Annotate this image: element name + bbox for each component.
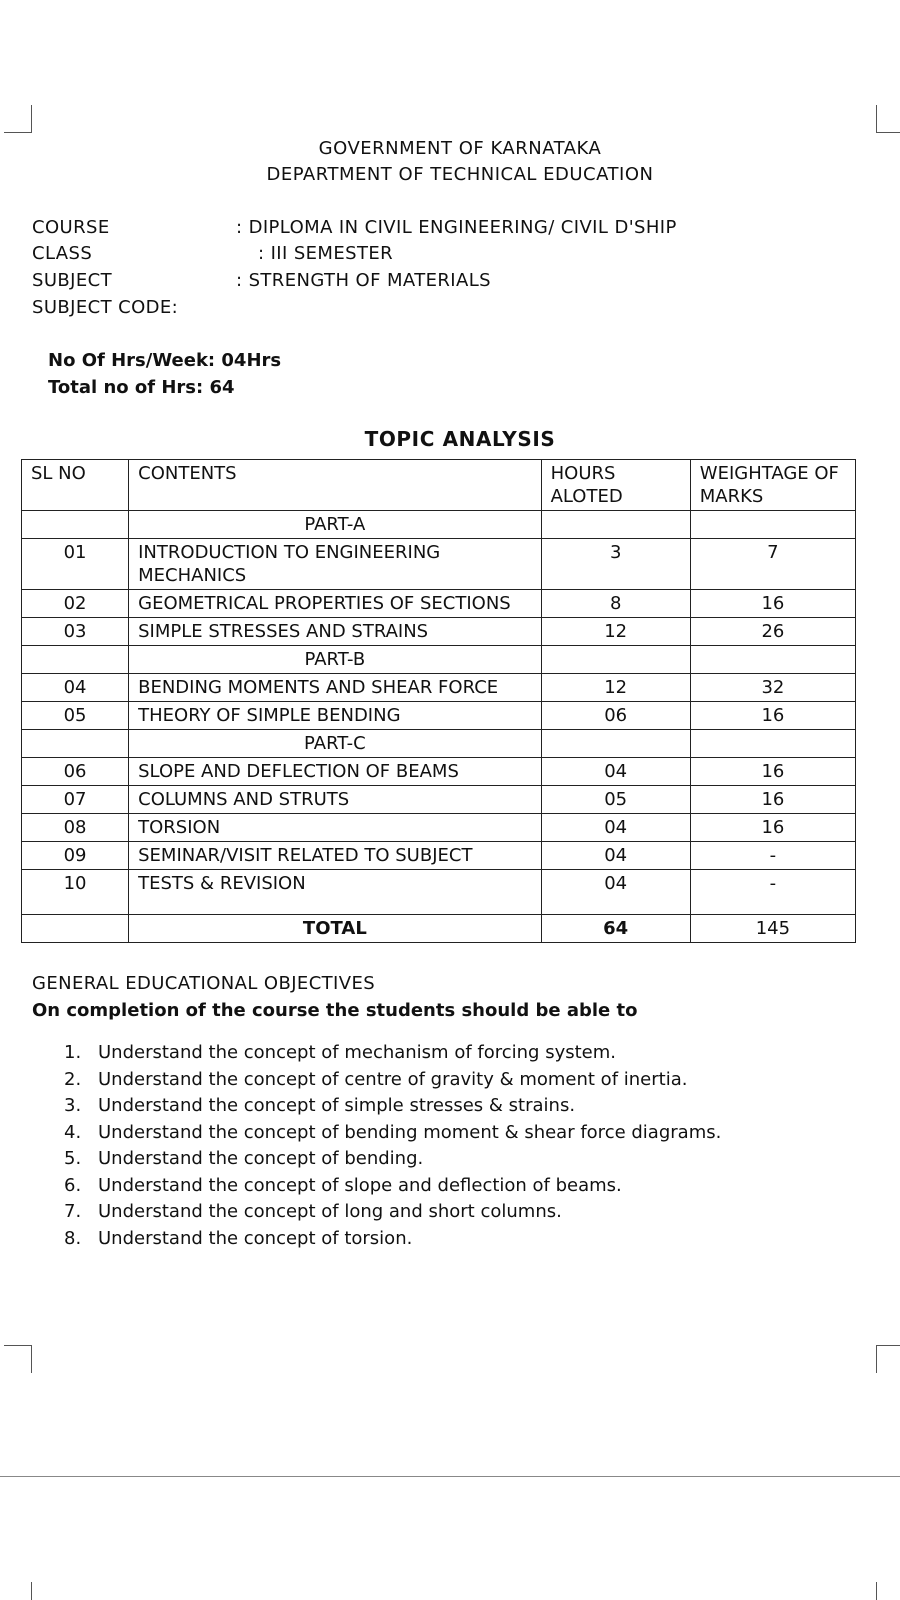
hours-cell: 05 xyxy=(541,786,690,814)
objectives-intro: On completion of the course the students should be able to xyxy=(32,1000,638,1021)
sl-cell: 09 xyxy=(22,842,129,870)
header-government: GOVERNMENT OF KARNATAKA xyxy=(318,138,602,159)
part-row xyxy=(22,646,856,674)
item-number: 4. xyxy=(64,1121,82,1143)
list-item xyxy=(64,1201,721,1228)
list-item xyxy=(64,1095,721,1122)
list-item xyxy=(64,1069,721,1096)
content-cell: TORSION xyxy=(129,814,541,842)
header-department: DEPARTMENT OF TECHNICAL EDUCATION xyxy=(266,164,654,185)
subject-code-label: SUBJECT CODE: xyxy=(32,297,179,318)
table-row xyxy=(22,758,856,786)
list-item xyxy=(64,1228,721,1255)
hours-per-week: No Of Hrs/Week: 04Hrs xyxy=(48,350,282,371)
item-text: Understand the concept of long and short columns. xyxy=(98,1201,562,1222)
item-number: 2. xyxy=(64,1068,82,1090)
total-hours: Total no of Hrs: 64 xyxy=(48,377,235,398)
list-item xyxy=(64,1122,721,1149)
list-item xyxy=(64,1042,721,1069)
list-item xyxy=(64,1175,721,1202)
marks-cell: 16 xyxy=(690,786,855,814)
table-row xyxy=(22,786,856,814)
sl-cell: 03 xyxy=(22,618,129,646)
table-row xyxy=(22,618,856,646)
crop-mark-bottom-right xyxy=(876,1345,900,1373)
table-row xyxy=(22,842,856,870)
part-row xyxy=(22,511,856,539)
hours-cell: 06 xyxy=(541,702,690,730)
sl-cell: 01 xyxy=(22,539,129,590)
marks-cell: 16 xyxy=(690,702,855,730)
sl-cell: 02 xyxy=(22,590,129,618)
sl-cell: 05 xyxy=(22,702,129,730)
content-cell: TESTS & REVISION xyxy=(129,870,541,915)
sl-cell: 10 xyxy=(22,870,129,915)
header-contents: CONTENTS xyxy=(129,460,541,511)
hours-cell: 04 xyxy=(541,758,690,786)
table-row xyxy=(22,590,856,618)
class-value: : III SEMESTER xyxy=(258,243,394,264)
marks-cell: 7 xyxy=(690,539,855,590)
part-label: PART-C xyxy=(129,730,541,758)
crop-mark-next-page-left xyxy=(31,1582,32,1600)
item-number: 3. xyxy=(64,1095,82,1116)
item-number: 6. xyxy=(64,1174,82,1196)
part-row xyxy=(22,730,856,758)
content-cell: SIMPLE STRESSES AND STRAINS xyxy=(129,618,541,646)
part-label: PART-B xyxy=(129,646,541,674)
table-row xyxy=(22,539,856,590)
course-label: COURSE xyxy=(32,217,110,238)
header-hours: HOURS ALOTED xyxy=(541,460,690,511)
header-weightage: WEIGHTAGE OF MARKS xyxy=(690,460,855,511)
subject-label: SUBJECT xyxy=(32,270,112,291)
total-label: TOTAL xyxy=(129,915,541,943)
item-text: Understand the concept of bending moment & shear force diagrams. xyxy=(98,1121,722,1143)
topic-analysis-table xyxy=(21,459,856,943)
hours-cell: 04 xyxy=(541,870,690,915)
header-sl-no: SL NO xyxy=(22,460,129,511)
table-header-row xyxy=(22,460,856,511)
marks-cell: - xyxy=(690,870,855,915)
item-number: 5. xyxy=(64,1148,82,1169)
objectives-title: GENERAL EDUCATIONAL OBJECTIVES xyxy=(32,973,376,994)
hours-cell: 04 xyxy=(541,842,690,870)
hours-cell: 04 xyxy=(541,814,690,842)
item-number: 8. xyxy=(64,1227,82,1249)
list-item xyxy=(64,1148,721,1175)
crop-mark-bottom-left xyxy=(4,1345,32,1373)
marks-cell: 32 xyxy=(690,674,855,702)
part-label: PART-A xyxy=(129,511,541,539)
item-text: Understand the concept of bending. xyxy=(98,1148,424,1169)
hours-cell: 3 xyxy=(541,539,690,590)
marks-cell: 16 xyxy=(690,758,855,786)
item-number: 7. xyxy=(64,1201,82,1222)
item-text: Understand the concept of slope and deflection of beams. xyxy=(98,1174,622,1196)
item-text: Understand the concept of centre of gravity & moment of inertia. xyxy=(98,1068,688,1090)
crop-mark-top-right xyxy=(876,105,900,133)
sl-cell: 06 xyxy=(22,758,129,786)
subject-value: : STRENGTH OF MATERIALS xyxy=(236,270,491,291)
sl-cell: 08 xyxy=(22,814,129,842)
marks-cell: 16 xyxy=(690,590,855,618)
content-cell: BENDING MOMENTS AND SHEAR FORCE xyxy=(129,674,541,702)
item-text: Understand the concept of mechanism of forcing system. xyxy=(98,1042,616,1063)
marks-cell: 16 xyxy=(690,814,855,842)
marks-cell: 26 xyxy=(690,618,855,646)
hours-cell: 12 xyxy=(541,618,690,646)
sl-cell: 07 xyxy=(22,786,129,814)
content-cell: INTRODUCTION TO ENGINEERING MECHANICS xyxy=(129,539,541,590)
course-value: : DIPLOMA IN CIVIL ENGINEERING/ CIVIL D'SHIP xyxy=(236,217,677,238)
content-cell: SLOPE AND DEFLECTION OF BEAMS xyxy=(129,758,541,786)
table-row xyxy=(22,702,856,730)
item-number: 1. xyxy=(64,1042,82,1063)
total-hours-cell: 64 xyxy=(541,915,690,943)
content-cell: SEMINAR/VISIT RELATED TO SUBJECT xyxy=(129,842,541,870)
item-text: Understand the concept of simple stresses & strains. xyxy=(98,1095,576,1116)
hours-cell: 12 xyxy=(541,674,690,702)
content-cell: THEORY OF SIMPLE BENDING xyxy=(129,702,541,730)
total-marks-cell: 145 xyxy=(690,915,855,943)
content-cell: COLUMNS AND STRUTS xyxy=(129,786,541,814)
table-row xyxy=(22,814,856,842)
crop-mark-top-left xyxy=(4,105,32,133)
objectives-list xyxy=(64,1042,721,1254)
table-row xyxy=(22,674,856,702)
content-cell: GEOMETRICAL PROPERTIES OF SECTIONS xyxy=(129,590,541,618)
table-row xyxy=(22,870,856,915)
marks-cell: - xyxy=(690,842,855,870)
class-label: CLASS xyxy=(32,243,93,264)
hours-cell: 8 xyxy=(541,590,690,618)
crop-mark-next-page-right xyxy=(876,1582,877,1600)
topic-analysis-title: TOPIC ANALYSIS xyxy=(364,427,556,451)
total-row xyxy=(22,915,856,943)
page-break-rule xyxy=(0,1476,900,1477)
sl-cell: 04 xyxy=(22,674,129,702)
item-text: Understand the concept of torsion. xyxy=(98,1227,413,1249)
